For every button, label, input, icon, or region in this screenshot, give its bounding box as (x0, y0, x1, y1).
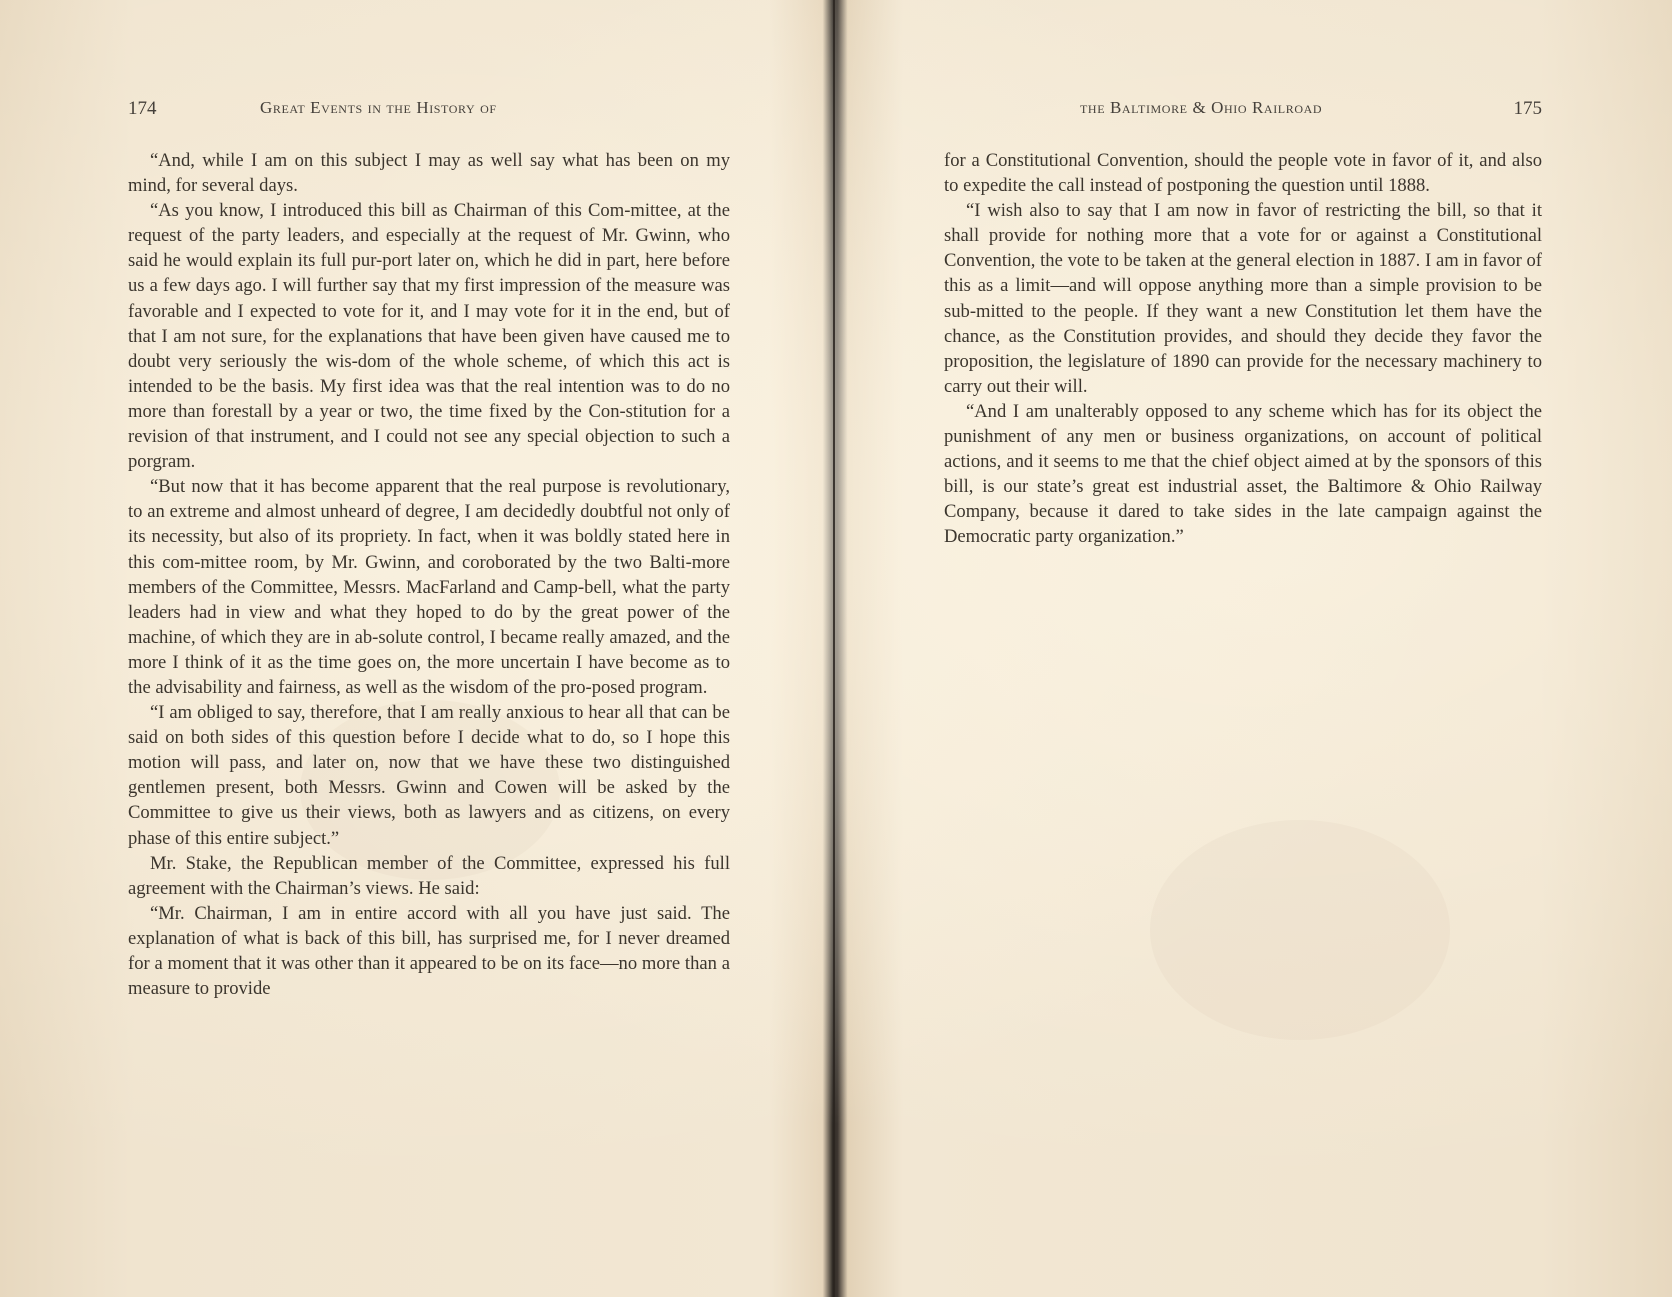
paragraph: “As you know, I introduced this bill as Chairman of this Com-mittee, at the request of the party leaders, and especially at the request of Mr. Gwinn, who said he would explain its full pur-port later on, which he did in part, here before us a few days ago. I will further say that my first impression of the measure was favorable and I expected to vote for it, and I may vote for it in the end, but of that I am not sure, for the explanations that have been given have caused me to doubt very seriously the wis-dom of the whole scheme, of which this act is intended to be the basis. My first idea was that the real intention was to do no more than forestall by a year or two, the time fixed by the Con-stitution for a revision of that instrument, and I could not see any special objection to such a porgram. (128, 200, 730, 473)
paragraph: “And I am unalterably opposed to any scheme which has for its object the punishment of any men or business organizations, on account of political actions, and it seems to me that the chief object aimed at by the sponsors of this bill, is our state’s great est industrial asset, the Baltimore & Ohio Railway Company, because it dared to take sides in the late campaign against the Democratic party organization.” (944, 400, 1542, 548)
left-page (128, 0, 730, 1297)
right-running-title: the Baltimore & Ohio Railroad (1080, 98, 1323, 117)
right-page-number: 175 (1513, 98, 1542, 119)
paragraph: “I am obliged to say, therefore, that I am really anxious to hear all that can be said on both sides of this question before I decide what to do, so I hope this motion will pass, and later on, now that we have these two distinguished gentlemen present, both Messrs. Gwinn and Cowen will be asked by the Committee to give us their views, both as lawyers and as citizens, on every phase of this entire subject.” (128, 702, 730, 849)
right-body-text (944, 148, 1542, 550)
paragraph: “And, while I am on this subject I may as well say what has been on my mind, for several days. (128, 150, 730, 197)
right-running-head (944, 98, 1542, 124)
paragraph-continued: for a Constitutional Convention, should the people vote in favor of it, and also to expedite the call instead of postponing the question until 1888. (944, 150, 1542, 197)
left-running-title: Great Events in the History of (260, 98, 497, 117)
paragraph: Mr. Stake, the Republican member of the Committee, expressed his full agreement with the Chairman’s views. He said: (128, 852, 730, 899)
right-page (944, 0, 1542, 1297)
left-body-text (128, 148, 730, 1001)
left-page-number: 174 (128, 98, 157, 119)
left-running-head (128, 98, 730, 124)
paragraph: “Mr. Chairman, I am in entire accord with all you have just said. The explanation of what is back of this bill, has surprised me, for I never dreamed for a moment that it was other than it appeared to be on its face—no more than a measure to provide (128, 902, 730, 1000)
paragraph: “But now that it has become apparent that the real purpose is revolutionary, to an extreme and almost unheard of degree, I am decidedly doubtful not only of its necessity, but also of its propriety. In fact, when it was boldly stated here in this com-mittee room, by Mr. Gwinn, and coroborated by the two Balti-more members of the Committee, Messrs. MacFarland and Camp-bell, what the party leaders had in view and what they hoped to do by the great power of the machine, of which they are in ab-solute control, I became really amazed, and the more I think of it as the time goes on, the more uncertain I have become as to the advisability and fairness, as well as the wisdom of the pro-posed program. (128, 476, 730, 698)
book-gutter (833, 0, 835, 1297)
paragraph: “I wish also to say that I am now in favor of restricting the bill, so that it shall provide for nothing more that a vote for or against a Constitutional Convention, the vote to be taken at the general election in 1887. I am in favor of this as a limit—and will oppose anything more than a simple provision to be sub-mitted to the people. If they want a new Constitution let them have the chance, as the Constitution provides, and should they decide they favor the proposition, the legislature of 1890 can provide for the necessary machinery to carry out their will. (944, 200, 1542, 397)
